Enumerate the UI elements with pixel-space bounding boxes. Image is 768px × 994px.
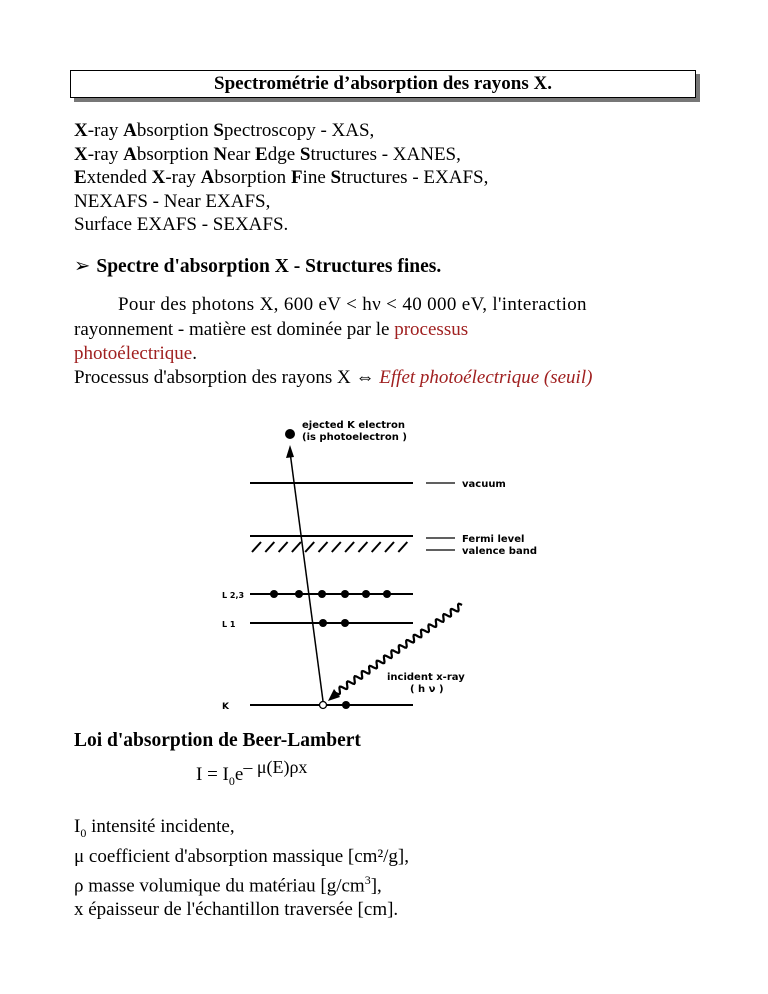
l23-label: L 2,3 bbox=[222, 591, 245, 600]
acronym-line: X-ray Absorption Spectroscopy - XAS, bbox=[74, 120, 375, 141]
formula-exponent: – μ(E)ρx bbox=[243, 757, 308, 777]
incident-label-2: ( h ν ) bbox=[410, 684, 444, 695]
fermi-label: Fermi level bbox=[462, 534, 525, 545]
valence-label: valence band bbox=[462, 546, 537, 557]
ejected-electron bbox=[285, 429, 295, 439]
formula-e: e bbox=[234, 764, 244, 785]
def1-text: intensité incidente, bbox=[86, 816, 235, 837]
para1-red-term-2: photoélectrique bbox=[74, 343, 193, 364]
beer-lambert-heading: Loi d'absorption de Beer-Lambert bbox=[74, 730, 361, 751]
incident-label-1: incident x-ray bbox=[387, 672, 465, 683]
l23-electrons bbox=[270, 590, 391, 598]
ejected-label-2: (is photoelectron ) bbox=[302, 432, 407, 443]
def3-end: ], bbox=[370, 875, 382, 897]
process-text: Processus d'absorption des rayons X ⇔ bbox=[74, 367, 375, 388]
process-paragraph bbox=[74, 366, 696, 390]
intro-paragraph bbox=[74, 293, 696, 367]
incident-xray-wave bbox=[336, 604, 462, 695]
def4-text: x épaisseur de l'échantillon traversée [cm]. bbox=[74, 898, 399, 920]
ejection-path bbox=[290, 452, 323, 701]
def1-symbol: I bbox=[74, 816, 81, 837]
formula-sub: 0 bbox=[228, 773, 235, 788]
l1-electron bbox=[319, 619, 327, 627]
acronym-line: Surface EXAFS - SEXAFS. bbox=[74, 214, 289, 235]
l23-electron bbox=[341, 590, 349, 598]
ejection-arrowhead-icon bbox=[286, 445, 294, 458]
ejected-label-1: ejected K electron bbox=[302, 420, 405, 431]
l23-electron bbox=[318, 590, 326, 598]
process-italic: Effet photoélectrique (seuil) bbox=[379, 367, 593, 388]
def3-text: ρ masse volumique du matériau [g/cm bbox=[74, 875, 365, 897]
k-hole bbox=[320, 702, 327, 709]
acronym-list bbox=[74, 119, 488, 237]
l23-electron bbox=[383, 590, 391, 598]
section-heading-text: Spectre d'absorption X - Structures fines. bbox=[96, 256, 442, 277]
vacuum-label: vacuum bbox=[462, 479, 506, 490]
def2-text: μ coefficient d'absorption massique [cm²/g], bbox=[74, 846, 410, 868]
para1-red-term: processus bbox=[394, 318, 469, 340]
l1-label: L 1 bbox=[222, 620, 236, 629]
xray-arrowhead-icon bbox=[328, 689, 340, 701]
para1-end: . bbox=[192, 343, 197, 364]
definitions-list bbox=[74, 815, 409, 921]
acronym-line: Extended X-ray Absorption Fine Structures - EXAFS, bbox=[74, 167, 489, 188]
para1-line1: Pour des photons X, 600 eV < hν < 40 000 eV, l'interaction bbox=[118, 294, 587, 315]
valence-band-hatching bbox=[252, 542, 407, 552]
def3-sup: 3 bbox=[364, 872, 371, 887]
acronym-line: X-ray Absorption Near Edge Structures - XANES, bbox=[74, 143, 461, 165]
page-title: Spectrométrie d’absorption des rayons X. bbox=[70, 70, 696, 98]
l23-electron bbox=[295, 590, 303, 598]
l23-electron bbox=[270, 590, 278, 598]
def1-sub: 0 bbox=[80, 825, 87, 840]
k-label: K bbox=[222, 702, 229, 712]
l23-electron bbox=[362, 590, 370, 598]
para1-line2: rayonnement - matière est dominée par le bbox=[74, 318, 390, 340]
section-heading bbox=[74, 254, 441, 278]
acronym-line: NEXAFS - Near EXAFS, bbox=[74, 190, 271, 212]
l1-electron bbox=[341, 619, 349, 627]
formula-lhs: I = I bbox=[196, 764, 229, 785]
beer-lambert-formula bbox=[196, 757, 308, 789]
k-electron bbox=[342, 701, 350, 709]
arrow-bullet-icon: ➢ bbox=[74, 256, 91, 277]
